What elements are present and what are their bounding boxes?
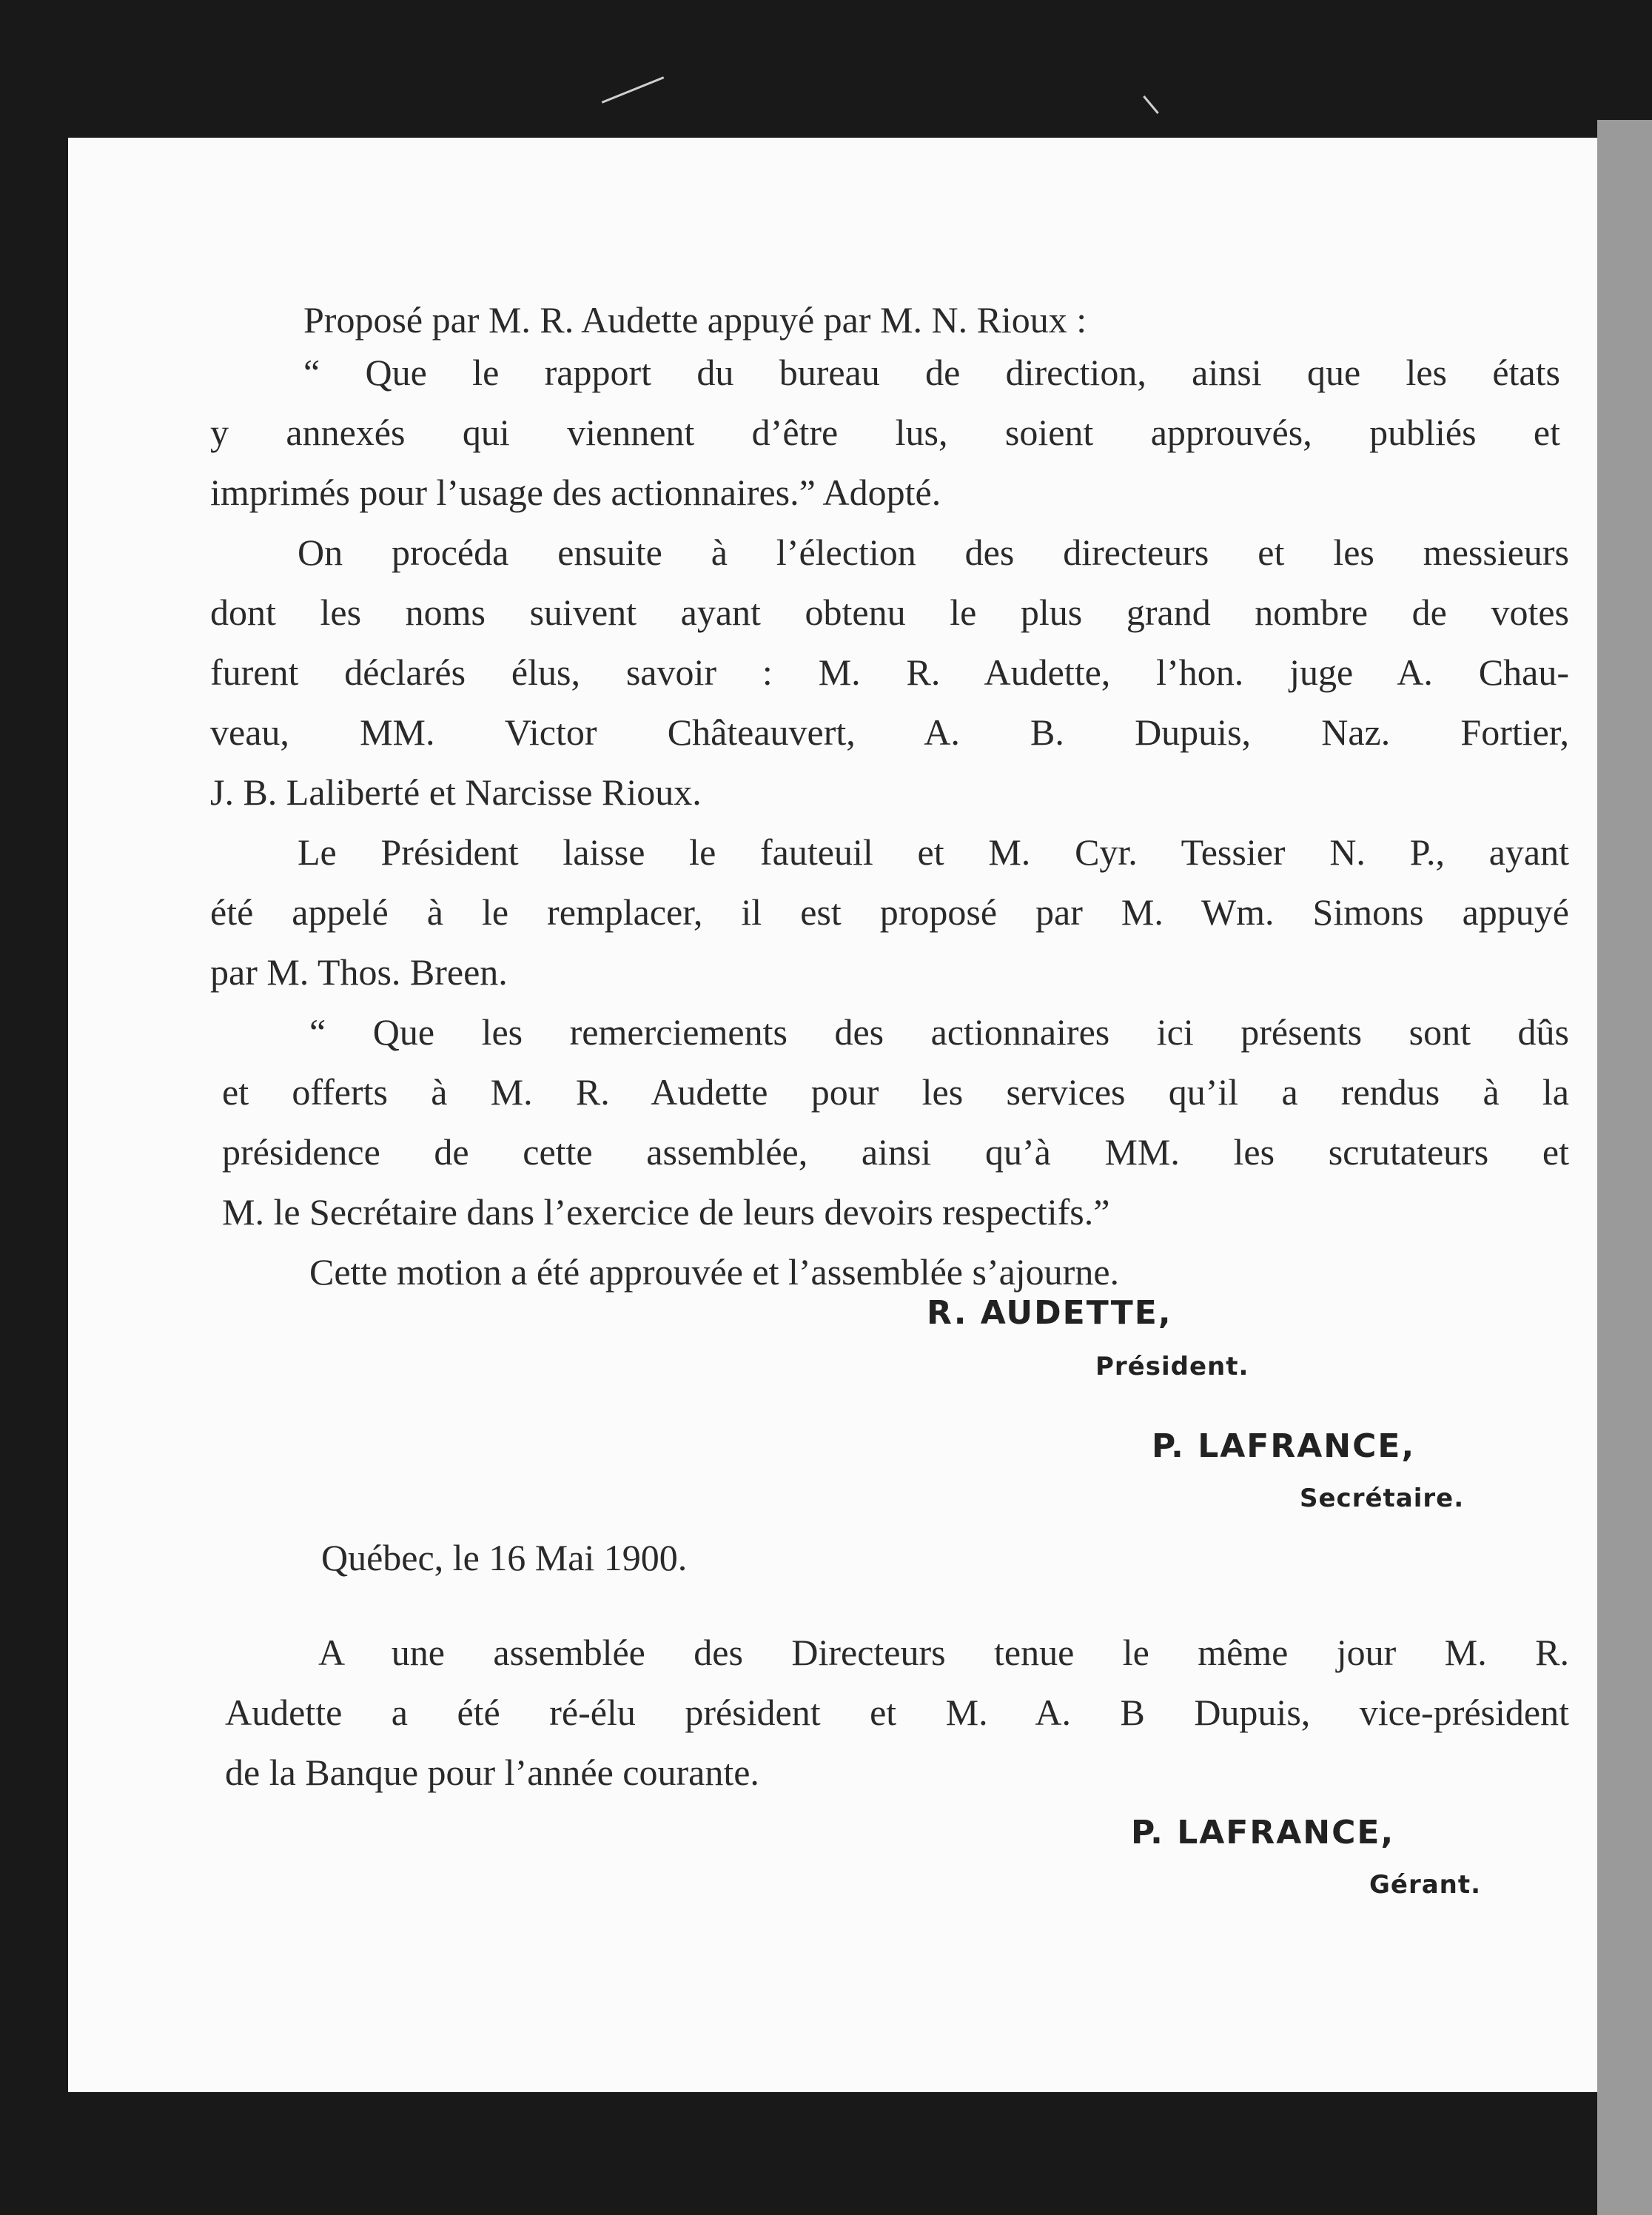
text-line: été appelé à le remplacer, il est proposé par M. Wm. Simons appuyé [210, 891, 1569, 933]
paragraph-adjourn [309, 1242, 1420, 1302]
signature-name-manager: P. LAFRANCE, [1131, 1814, 1395, 1852]
paragraph-president-leaves [210, 822, 1569, 1002]
signature-title-president: Président. [1095, 1352, 1249, 1381]
document-page [68, 138, 1597, 2092]
text-line: M. le Secrétaire dans l’exercice de leurs devoirs respectifs.” [222, 1191, 1110, 1233]
text-line: et offerts à M. R. Audette pour les services qu’il a rendus à la [222, 1071, 1569, 1113]
text-line: par M. Thos. Breen. [210, 951, 508, 993]
text-line: “ Que le rapport du bureau de direction, ainsi que les états [303, 352, 1560, 393]
text-line: dont les noms suivent ayant obtenu le plus grand nombre de votes [210, 592, 1569, 633]
text-line: “ Que les remerciements des actionnaires ici présents sont dûs [309, 1011, 1569, 1053]
signature-title-manager: Gérant. [1369, 1870, 1482, 1900]
signature-name-secretary: P. LAFRANCE, [1152, 1427, 1416, 1465]
text-line: de la Banque pour l’année courante. [225, 1752, 759, 1793]
text-line: furent déclarés élus, savoir : M. R. Audette, l’hon. juge A. Chau- [210, 651, 1569, 693]
text-line: Québec, le 16 Mai 1900. [321, 1537, 688, 1578]
date-line [321, 1528, 1209, 1588]
paragraph-election [210, 523, 1569, 822]
signature-title-secretary: Secrétaire. [1300, 1484, 1465, 1513]
text-line: y annexés qui viennent d’être lus, soient approuvés, publiés et [210, 412, 1560, 453]
text-line: A une assemblée des Directeurs tenue le même jour M. R. [318, 1632, 1569, 1673]
text-line: J. B. Laliberté et Narcisse Rioux. [210, 771, 702, 813]
signature-name-president: R. AUDETTE, [927, 1294, 1172, 1332]
text-line: Le Président laisse le fauteuil et M. Cyr. Tessier N. P., ayant [298, 831, 1569, 873]
text-line: imprimés pour l’usage des actionnaires.” Adopté. [210, 472, 941, 513]
paragraph-directors-meeting [225, 1623, 1569, 1803]
adjacent-page-edge [1597, 120, 1652, 2215]
text-line: veau, MM. Victor Châteauvert, A. B. Dupuis, Naz. Fortier, [210, 711, 1569, 753]
text-line: présidence de cette assemblée, ainsi qu’à MM. les scrutateurs et [222, 1131, 1569, 1173]
text-line: On procéda ensuite à l’élection des directeurs et les messieurs [298, 532, 1569, 573]
text-line: Proposé par M. R. Audette appuyé par M. N. Rioux : [303, 299, 1087, 341]
paragraph-resolution-report [210, 343, 1560, 523]
paragraph-thanks-resolution [222, 1002, 1569, 1242]
paragraph-motion-1 [303, 290, 1414, 350]
text-line: Cette motion a été approuvée et l’assemblée s’ajourne. [309, 1251, 1120, 1293]
text-line: Audette a été ré-élu président et M. A. B Dupuis, vice-président [225, 1692, 1569, 1733]
